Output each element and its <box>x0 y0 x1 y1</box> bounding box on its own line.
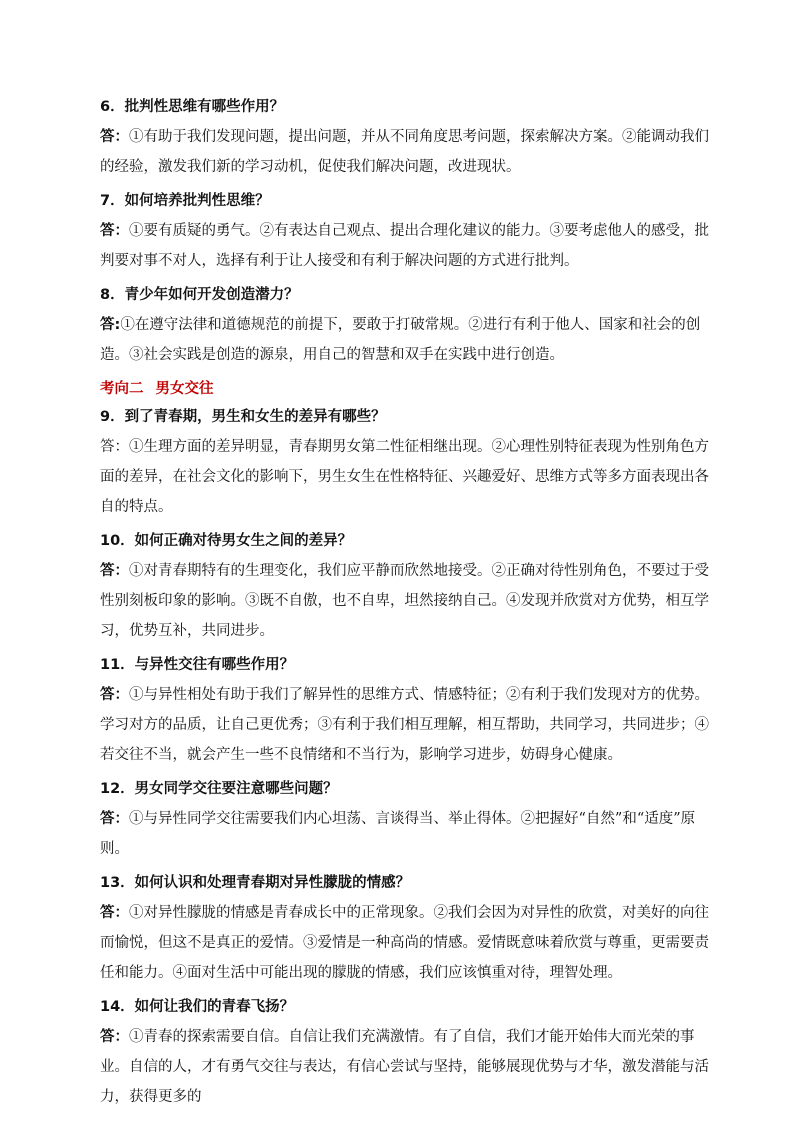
qa-item-7 <box>100 190 722 276</box>
answer-text: ①青春的探索需要自信。自信让我们充满激情。有了自信，我们才能开始伟大而光荣的事业。自信的人，才有勇气交往与表达，有信心尝试与坚持，能够展现优势与才华，激发潜能与活力，获得更多的 <box>100 1029 709 1105</box>
answer-text: ①生理方面的差异明显，青春期男女第二性征相继出现。②心理性别特征表现为性别角色方面的差异，在社会文化的影响下，男生女生在性格特征、兴趣爱好、思维方式等多方面表现出各自的特点。 <box>100 439 709 515</box>
answer-12 <box>100 804 722 864</box>
answer-text: ①对异性朦胧的情感是青春成长中的正常现象。②我们会因为对异性的欣赏，对美好的向往而愉悦，但这不是真正的爱情。③爱情是一种高尚的情感。爱情既意味着欣赏与尊重，更需要责任和能力。④面对生活中可能出现的朦胧的情感，我们应该慎重对待，理智处理。 <box>100 905 709 981</box>
qa-item-11 <box>100 654 722 770</box>
section-title: 男女交往 <box>155 381 214 397</box>
answer-11 <box>100 680 722 770</box>
question-10: 10．如何正确对待男女生之间的差异？ <box>100 533 353 549</box>
answer-text: ①与异性同学交往需要我们内心坦荡、言谈得当、举止得体。②把握好“自然”和“适度”原则。 <box>100 811 696 857</box>
qa-item-14 <box>100 996 722 1112</box>
answer-13 <box>100 898 722 988</box>
answer-8 <box>100 310 722 370</box>
answer-text: ①有助于我们发现问题，提出问题，并从不同角度思考问题，探索解决方案。②能调动我们的经验，激发我们新的学习动机，促使我们解决问题，改进现状。 <box>100 129 709 175</box>
answer-text: ①与异性相处有助于我们了解异性的思维方式、情感特征；②有利于我们发现对方的优势。学习对方的品质，让自己更优秀；③有利于我们相互理解，相互帮助，共同学习，共同进步；④若交往不当，就会产生一些不良情绪和不当行为，影响学习进步，妨碍身心健康。 <box>100 687 709 763</box>
question-14: 14．如何让我们的青春飞扬？ <box>100 999 295 1015</box>
answer-label: 答: <box>100 317 121 333</box>
question-13: 13．如何认识和处理青春期对异性朦胧的情感？ <box>100 875 411 891</box>
qa-item-13 <box>100 872 722 988</box>
answer-text: ①在遵守法律和道德规范的前提下，要敢于打破常规。②进行有利于他人、国家和社会的创造。③社会实践是创造的源泉，用自己的智慧和双手在实践中进行创造。 <box>100 317 701 363</box>
answer-label: 答： <box>100 439 129 455</box>
answer-label: 答： <box>100 563 129 579</box>
section-heading <box>100 378 722 400</box>
qa-item-6 <box>100 96 722 182</box>
answer-9 <box>100 432 722 522</box>
question-12: 12．男女同学交往要注意哪些问题？ <box>100 781 338 797</box>
answer-10 <box>100 556 722 646</box>
answer-label: 答： <box>100 811 129 827</box>
qa-item-8 <box>100 284 722 370</box>
answer-6 <box>100 122 722 182</box>
question-8: 8．青少年如何开发创造潜力？ <box>100 287 299 303</box>
document-page <box>100 96 722 1120</box>
question-7: 7．如何培养批判性思维？ <box>100 193 270 209</box>
question-6: 6．批判性思维有哪些作用？ <box>100 99 285 115</box>
qa-item-9 <box>100 406 722 522</box>
answer-7 <box>100 216 722 276</box>
answer-label: 答： <box>100 687 129 703</box>
question-9: 9．到了青春期，男生和女生的差异有哪些？ <box>100 409 386 425</box>
qa-item-10 <box>100 530 722 646</box>
answer-text: ①对青春期特有的生理变化，我们应平静而欣然地接受。②正确对待性别角色，不要过于受性别刻板印象的影响。③既不自傲，也不自卑，坦然接纳自己。④发现并欣赏对方优势，相互学习，优势互补，共同进步。 <box>100 563 709 639</box>
question-11: 11．与异性交往有哪些作用？ <box>100 657 295 673</box>
answer-label: 答： <box>100 129 129 145</box>
answer-label: 答： <box>100 905 129 921</box>
qa-item-12 <box>100 778 722 864</box>
answer-14 <box>100 1022 722 1112</box>
answer-text: ①要有质疑的勇气。②有表达自己观点、提出合理化建议的能力。③要考虑他人的感受，批判要对事不对人，选择有利于让人接受和有利于解决问题的方式进行批判。 <box>100 223 709 269</box>
answer-label: 答： <box>100 1029 129 1045</box>
section-prefix: 考向二 <box>100 381 144 397</box>
answer-label: 答： <box>100 223 129 239</box>
